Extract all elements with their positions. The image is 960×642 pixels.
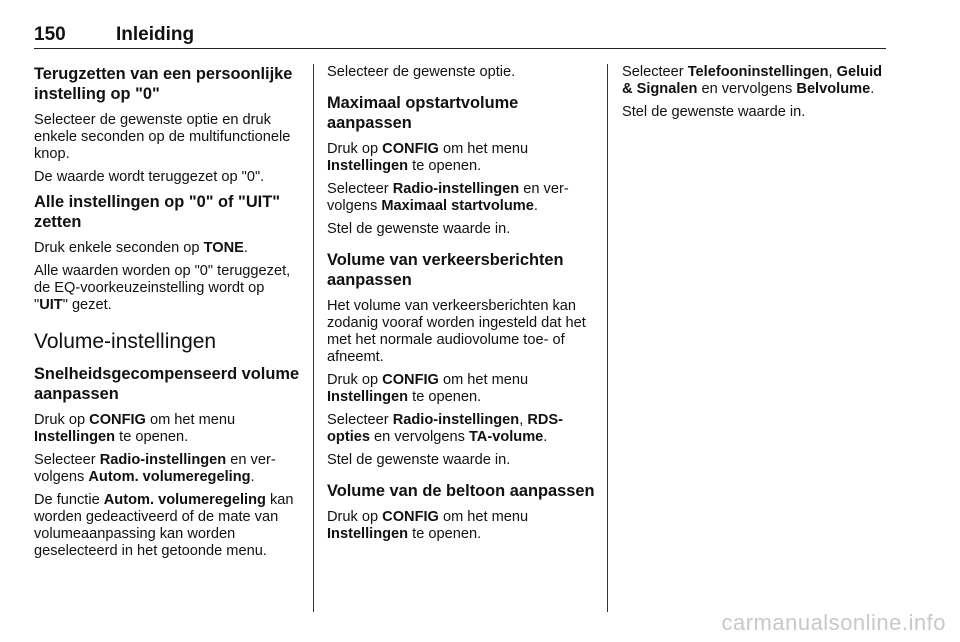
paragraph: Druk op CONFIG om het menu Instellingen te openen. — [34, 412, 236, 445]
paragraph: Selecteer Radio-instellingen en vervolgens Maximaal startvolume. — [327, 181, 569, 214]
heading-ringtone-volume: Volume van de beltoon aanpassen — [327, 482, 595, 500]
column-3 — [622, 64, 884, 127]
paragraph: Selecteer Radio-instellingen en vervolgens Autom. volumeregeling. — [34, 452, 276, 485]
paragraph: Druk op CONFIG om het menu Instellingen te openen. — [327, 372, 529, 405]
tone-key: TONE — [203, 240, 244, 256]
heading-traffic-volume: Volume van verkeersberichten aanpassen — [327, 251, 564, 289]
column-divider-2 — [607, 64, 608, 612]
heading-volume-settings: Volume-instellingen — [34, 330, 217, 353]
heading-reset-all: Alle instellingen op "0" of "UIT" zetten — [34, 193, 280, 231]
heading-reset-single: Terugzetten van een persoonlijke instelling op "0" — [34, 65, 293, 103]
heading-speed-volume: Snelheidsgecompenseerd volume aanpassen — [34, 365, 300, 403]
column-1 — [34, 64, 302, 566]
paragraph: Het volume van verkeersberichten kan zodanig vooraf worden ingesteld dat het met het normale audiovolume toe- of afneemt. — [327, 298, 586, 365]
paragraph: Selecteer Radio-instellingen, RDS-opties en vervolgens TA-volume. — [327, 412, 563, 445]
paragraph: Stel de gewenste waarde in. — [622, 104, 806, 120]
paragraph: Druk enkele seconden op TONE. — [34, 240, 248, 256]
paragraph: Alle waarden worden op "0" teruggezet, de EQ-voorkeuzeinstelling wordt op "UIT" gezet. — [34, 263, 291, 313]
uit-value: UIT — [39, 297, 63, 313]
column-divider-1 — [313, 64, 314, 612]
watermark: carmanualsonline.info — [721, 610, 946, 635]
paragraph: Stel de gewenste waarde in. — [327, 221, 511, 237]
paragraph: Stel de gewenste waarde in. — [327, 452, 511, 468]
section-title: Inleiding — [116, 24, 195, 45]
page-header — [34, 24, 886, 50]
paragraph: Selecteer de gewenste optie en druk enkele seconden op de multifunctionele knop. — [34, 112, 291, 162]
header-divider — [34, 48, 886, 49]
heading-max-startup-volume: Maximaal opstartvolume aanpassen — [327, 94, 519, 132]
paragraph: Selecteer de gewenste optie. — [327, 64, 516, 80]
paragraph: De waarde wordt teruggezet op "0". — [34, 169, 265, 185]
column-2 — [327, 64, 595, 549]
paragraph: Druk op CONFIG om het menu Instellingen te openen. — [327, 509, 529, 542]
paragraph: Druk op CONFIG om het menu Instellingen te openen. — [327, 141, 529, 174]
paragraph: Selecteer Telefooninstellingen, Geluid & Signalen en vervolgens Belvolume. — [622, 64, 883, 97]
paragraph: De functie Autom. volumeregeling kan worden gedeactiveerd of de mate van volumeaanpassing kan worden geselecteerd in het getoonde menu. — [34, 492, 294, 559]
page-number: 150 — [34, 24, 66, 45]
